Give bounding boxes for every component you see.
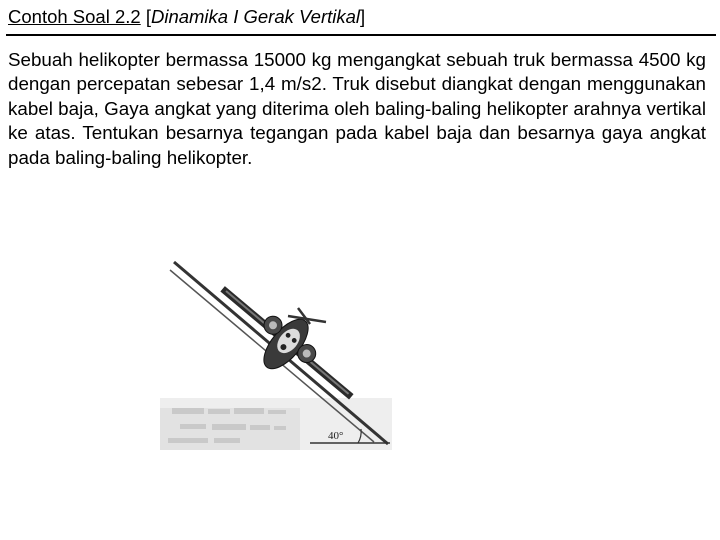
example-topic: Dinamika I Gerak Vertikal [150, 6, 361, 27]
bracket-close: ] [360, 6, 366, 27]
title-divider [6, 34, 716, 36]
angle-label: 40° [328, 430, 344, 442]
problem-statement: Sebuah helikopter bermassa 15000 kg mengangkat sebuah truk bermassa 4500 kg dengan percepatan sebesar 1,4 m/s2. Truk disebut diangkat dengan menggunakan kabel baja, Gaya angkat yang diterima oleh baling-baling helikopter arahnya vertikal ke atas. Tentukan besarnya tegangan pada kabel baja dan besarnya gaya angkat pada baling-baling helikopter. [8, 49, 706, 168]
example-title [8, 4, 365, 30]
airplane [202, 267, 369, 421]
example-number: Contoh Soal 2.2 [8, 6, 141, 27]
airplane-incline-figure [160, 258, 392, 450]
bracket-open: [ [140, 6, 151, 27]
